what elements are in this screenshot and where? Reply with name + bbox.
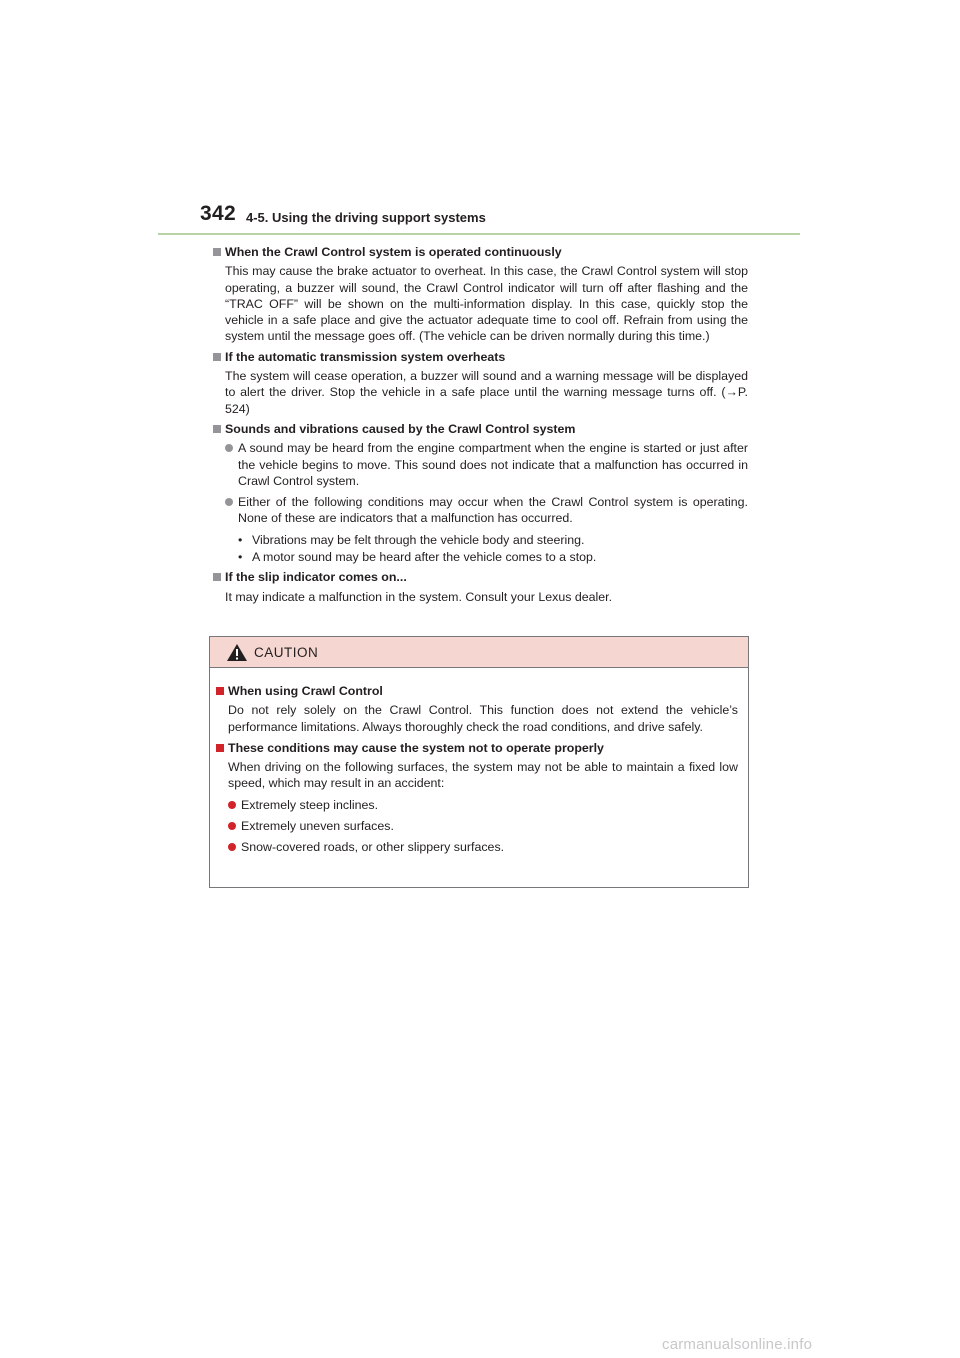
- section-paragraph: It may indicate a malfunction in the system. Consult your Lexus dealer.: [225, 589, 613, 604]
- main-content: [212, 244, 748, 609]
- section-heading-text: If the slip indicator comes on...: [225, 570, 407, 585]
- list-item-text: Either of the following conditions may occur when the Crawl Control system is operating. None of these are indicators that a malfunction has occurred.: [238, 495, 748, 526]
- caution-heading-text: When using Crawl Control: [228, 684, 383, 698]
- section-paragraph: This may cause the brake actuator to overheat. In this case, the Crawl Control system will stop operating, a buzzer will sound, the Crawl Control indicator will turn off after flashing and the “TRAC OFF” will be shown on the multi-information display. In this case, quickly stop the vehicle in a safe place and give the actuator adequate time to cool off. Refrain from using the system until the message goes off. (The vehicle can be driven normally during this time.): [225, 264, 748, 344]
- square-bullet-icon: [213, 248, 221, 256]
- square-bullet-icon: [213, 425, 221, 433]
- section-title: 4-5. Using the driving support systems: [246, 210, 486, 225]
- caution-box: [209, 636, 749, 888]
- sub-list-item-text: Vibrations may be felt through the vehicle body and steering.: [252, 532, 585, 547]
- square-bullet-icon: [216, 687, 224, 695]
- section-heading: [212, 569, 748, 585]
- list-item-text: Extremely uneven surfaces.: [241, 819, 394, 834]
- watermark: carmanualsonline.info: [662, 1336, 813, 1353]
- circle-bullet-icon: [225, 444, 233, 452]
- section-paragraph: The system will cease operation, a buzzer will sound and a warning message will be displayed to alert the driver. Stop the vehicle in a safe place until the warning message turns off. (→P. 524): [225, 369, 748, 416]
- small-bullet-mark: •: [238, 550, 243, 565]
- list-item: [228, 797, 738, 813]
- list-item: [228, 839, 738, 855]
- caution-heading-text: These conditions may cause the system not to operate properly: [228, 740, 604, 755]
- list-item: [225, 440, 748, 489]
- section-heading: [212, 421, 748, 437]
- sub-list-item-text: A motor sound may be heard after the vehicle comes to a stop.: [252, 550, 597, 565]
- section-heading: [212, 244, 748, 260]
- section-heading-text: Sounds and vibrations caused by the Crawl Control system: [225, 421, 576, 436]
- circle-bullet-icon: [228, 822, 236, 830]
- square-bullet-icon: [213, 353, 221, 361]
- caution-paragraph: When driving on the following surfaces, the system may not be able to maintain a fixed low speed, which may result in an accident:: [228, 760, 738, 791]
- sub-list-item: [238, 532, 748, 548]
- list-item: [228, 818, 738, 834]
- section-heading-text: If the automatic transmission system overheats: [225, 349, 506, 364]
- sub-list-item: [238, 549, 748, 565]
- caution-heading: [215, 740, 738, 756]
- page-number: 342: [200, 202, 236, 225]
- circle-bullet-icon: [228, 843, 236, 851]
- square-bullet-icon: [213, 573, 221, 581]
- header-divider: [158, 233, 800, 235]
- square-bullet-icon: [216, 744, 224, 752]
- circle-bullet-icon: [225, 498, 233, 506]
- caution-paragraph: Do not rely solely on the Crawl Control. This function does not extend the vehicle’s performance limitations. Always thoroughly check the road conditions, and drive safely.: [228, 703, 738, 734]
- small-bullet-mark: •: [238, 532, 243, 547]
- list-item: [225, 494, 748, 527]
- caution-title: CAUTION: [254, 644, 319, 660]
- caution-heading: [215, 683, 738, 699]
- list-item-text: Snow-covered roads, or other slippery surfaces.: [241, 840, 505, 855]
- circle-bullet-icon: [228, 801, 236, 809]
- caution-header: [210, 637, 748, 668]
- caution-body: [210, 668, 748, 856]
- list-item-text: Extremely steep inclines.: [241, 797, 379, 812]
- section-heading-text: When the Crawl Control system is operated continuously: [225, 245, 562, 259]
- section-heading: [212, 349, 748, 365]
- sub-list: [238, 532, 748, 566]
- warning-triangle-icon: [226, 643, 248, 662]
- list-item-text: A sound may be heard from the engine compartment when the engine is started or just after the vehicle begins to move. This sound does not indicate that a malfunction has occurred in Crawl Control system.: [238, 441, 748, 488]
